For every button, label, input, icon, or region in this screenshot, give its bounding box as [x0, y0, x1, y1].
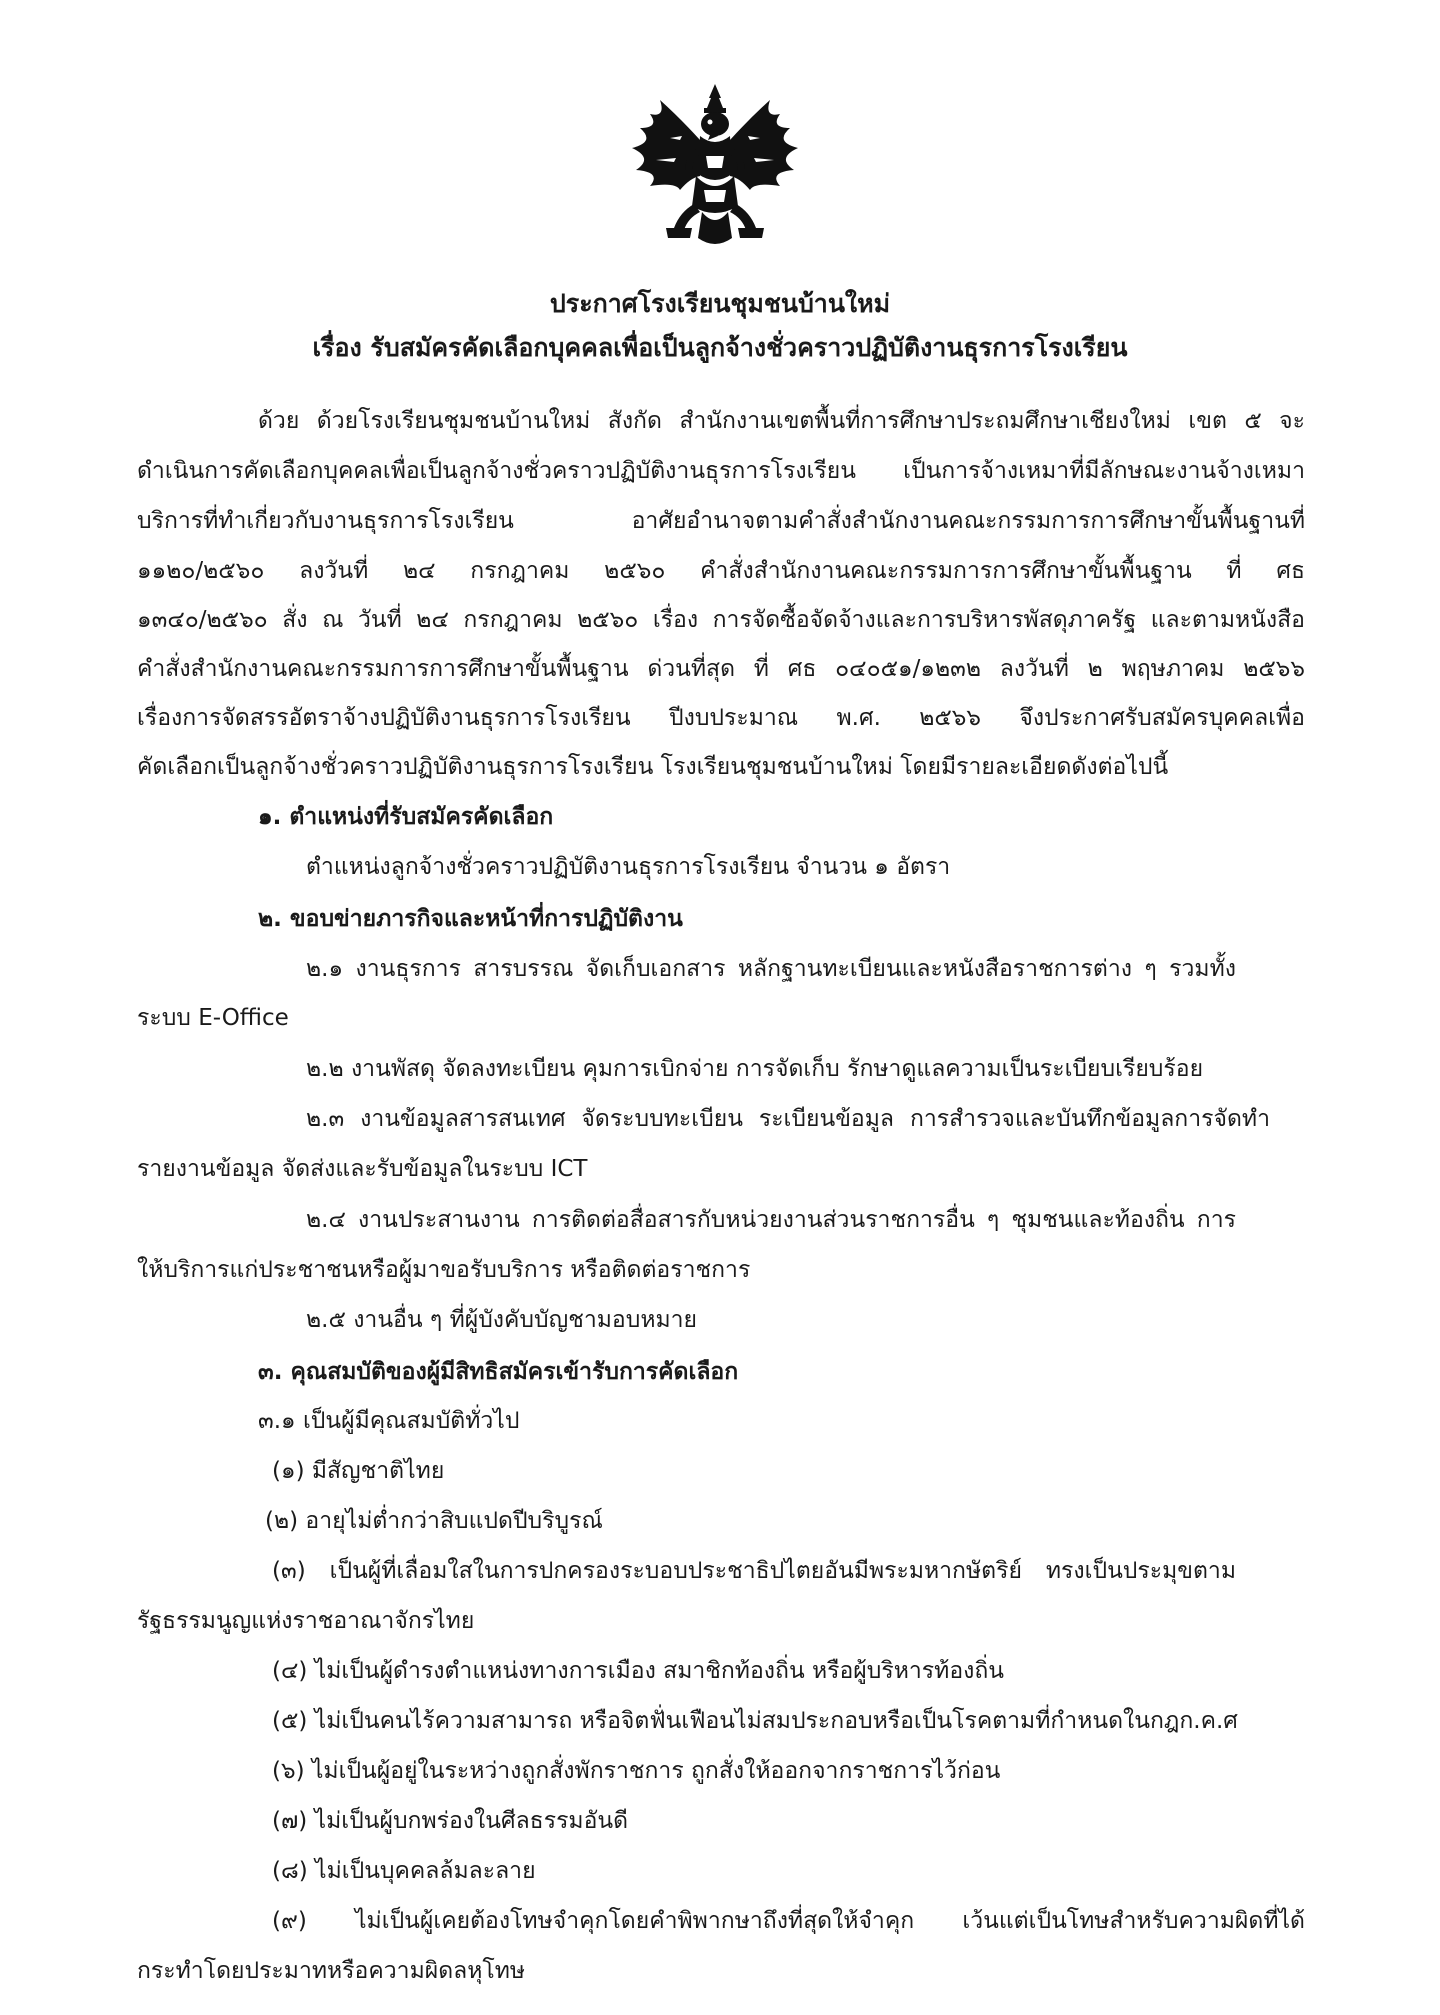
section-1-heading: ๑. ตำแหน่งที่รับสมัครคัดเลือก	[258, 804, 554, 830]
qualification-3-cont: รัฐธรรมนูญแห่งราชอาณาจักรไทย	[137, 1608, 475, 1634]
section-2-item-1-cont: ระบบ E-Office	[137, 1005, 289, 1031]
section-3-heading: ๓. คุณสมบัติของผู้มีสิทธิสมัครเข้ารับการคัดเลือก	[258, 1359, 739, 1385]
intro-line-7: เรื่องการจัดสรรอัตราจ้างปฏิบัติงานธุรการโรงเรียน ปีงบประมาณ พ.ศ. ๒๕๖๖ จึงประกาศรับสมัครบุคคลเพื่อ	[137, 705, 1305, 731]
section-2-item-2: ๒.๒ งานพัสดุ จัดลงทะเบียน คุมการเบิกจ่าย การจัดเก็บ รักษาดูแลความเป็นระเบียบเรียบร้อย	[306, 1056, 1204, 1082]
qualification-9-cont: กระทำโดยประมาทหรือความผิดลหุโทษ	[137, 1958, 526, 1984]
qualification-4: (๔) ไม่เป็นผู้ดำรงตำแหน่งทางการเมือง สมาชิกท้องถิ่น หรือผู้บริหารท้องถิ่น	[272, 1658, 1005, 1684]
announcement-title: ประกาศโรงเรียนชุมชนบ้านใหม่	[549, 289, 891, 318]
qualification-6: (๖) ไม่เป็นผู้อยู่ในระหว่างถูกสั่งพักราชการ ถูกสั่งให้ออกจากราชการไว้ก่อน	[272, 1758, 1001, 1784]
section-2-item-3-cont: รายงานข้อมูล จัดส่งและรับข้อมูลในระบบ ICT	[137, 1156, 588, 1182]
section-1-text: ตำแหน่งลูกจ้างชั่วคราวปฏิบัติงานธุรการโรงเรียน จำนวน ๑ อัตรา	[306, 854, 951, 880]
section-2-item-3: ๒.๓ งานข้อมูลสารสนเทศ จัดระบบทะเบียน ระเบียนข้อมูล การสำรวจและบันทึกข้อมูลการจัดทำ	[306, 1106, 1270, 1132]
qualification-7: (๗) ไม่เป็นผู้บกพร่องในศีลธรรมอันดี	[272, 1808, 629, 1834]
section-2-heading: ๒. ขอบข่ายภารกิจและหน้าที่การปฏิบัติงาน	[258, 906, 683, 932]
section-2-item-1: ๒.๑ งานธุรการ สารบรรณ จัดเก็บเอกสาร หลักฐานทะเบียนและหนังสือราชการต่าง ๆ รวมทั้ง	[306, 956, 1236, 982]
intro-line-8: คัดเลือกเป็นลูกจ้างชั่วคราวปฏิบัติงานธุรการโรงเรียน โรงเรียนชุมชนบ้านใหม่ โดยมีรายละเอียดดังต่อไปนี้	[137, 754, 1169, 780]
qualification-8: (๘) ไม่เป็นบุคคลล้มละลาย	[272, 1858, 536, 1884]
qualification-3: (๓) เป็นผู้ที่เลื่อมใสในการปกครองระบอบประชาธิปไตยอันมีพระมหากษัตริย์ ทรงเป็นประมุขตาม	[272, 1558, 1236, 1584]
section-3-sub: ๓.๑ เป็นผู้มีคุณสมบัติทั่วไป	[258, 1408, 520, 1434]
intro-line-6: คำสั่งสำนักงานคณะกรรมการการศึกษาขั้นพื้นฐาน ด่วนที่สุด ที่ ศธ ๐๔๐๕๑/๑๒๓๒ ลงวันที่ ๒ พฤษภาคม ๒๕๖๖	[137, 656, 1305, 682]
qualification-1: (๑) มีสัญชาติไทย	[272, 1458, 445, 1484]
section-2-item-5: ๒.๕ งานอื่น ๆ ที่ผู้บังคับบัญชามอบหมาย	[306, 1307, 698, 1333]
section-2-item-4: ๒.๔ งานประสานงาน การติดต่อสื่อสารกับหน่วยงานส่วนราชการอื่น ๆ ชุมชนและท้องถิ่น การ	[306, 1207, 1236, 1233]
garuda-emblem-icon	[620, 78, 810, 258]
announcement-subject: เรื่อง รับสมัครคัดเลือกบุคคลเพื่อเป็นลูกจ้างชั่วคราวปฏิบัติงานธุรการโรงเรียน	[312, 333, 1128, 362]
qualification-2: (๒) อายุไม่ต่ำกว่าสิบแปดปีบริบูรณ์	[265, 1508, 603, 1534]
qualification-9: (๙) ไม่เป็นผู้เคยต้องโทษจำคุกโดยคำพิพากษาถึงที่สุดให้จำคุก เว้นแต่เป็นโทษสำหรับความผิดที่ได้	[272, 1908, 1305, 1934]
intro-line-1: ด้วย ด้วยโรงเรียนชุมชนบ้านใหม่ สังกัด สำนักงานเขตพื้นที่การศึกษาประถมศึกษาเชียงใหม่ เขต ๕ จะ	[258, 408, 1305, 434]
intro-line-3: บริการที่ทำเกี่ยวกับงานธุรการโรงเรียน อาศัยอำนาจตามคำสั่งสำนักงานคณะกรรมการการศึกษาขั้นพื้นฐานที่	[137, 508, 1305, 534]
intro-line-5: ๑๓๔๐/๒๕๖๐ สั่ง ณ วันที่ ๒๔ กรกฎาคม ๒๕๖๐ เรื่อง การจัดซื้อจัดจ้างและการบริหารพัสดุภาครัฐ และตามหนังสือ	[137, 607, 1305, 633]
intro-line-4: ๑๑๒๐/๒๕๖๐ ลงวันที่ ๒๔ กรกฎาคม ๒๕๖๐ คำสั่งสำนักงานคณะกรรมการการศึกษาขั้นพื้นฐาน ที่ ศธ	[137, 558, 1305, 584]
section-2-item-4-cont: ให้บริการแก่ประชาชนหรือผู้มาขอรับบริการ หรือติดต่อราชการ	[137, 1257, 751, 1283]
intro-line-2: ดำเนินการคัดเลือกบุคคลเพื่อเป็นลูกจ้างชั่วคราวปฏิบัติงานธุรการโรงเรียน เป็นการจ้างเหมาที่มีลักษณะงานจ้างเหมา	[137, 458, 1305, 484]
qualification-5: (๕) ไม่เป็นคนไร้ความสามารถ หรือจิตฟั่นเฟือนไม่สมประกอบหรือเป็นโรคตามที่กำหนดในกฎก.ค.ศ	[272, 1708, 1238, 1734]
